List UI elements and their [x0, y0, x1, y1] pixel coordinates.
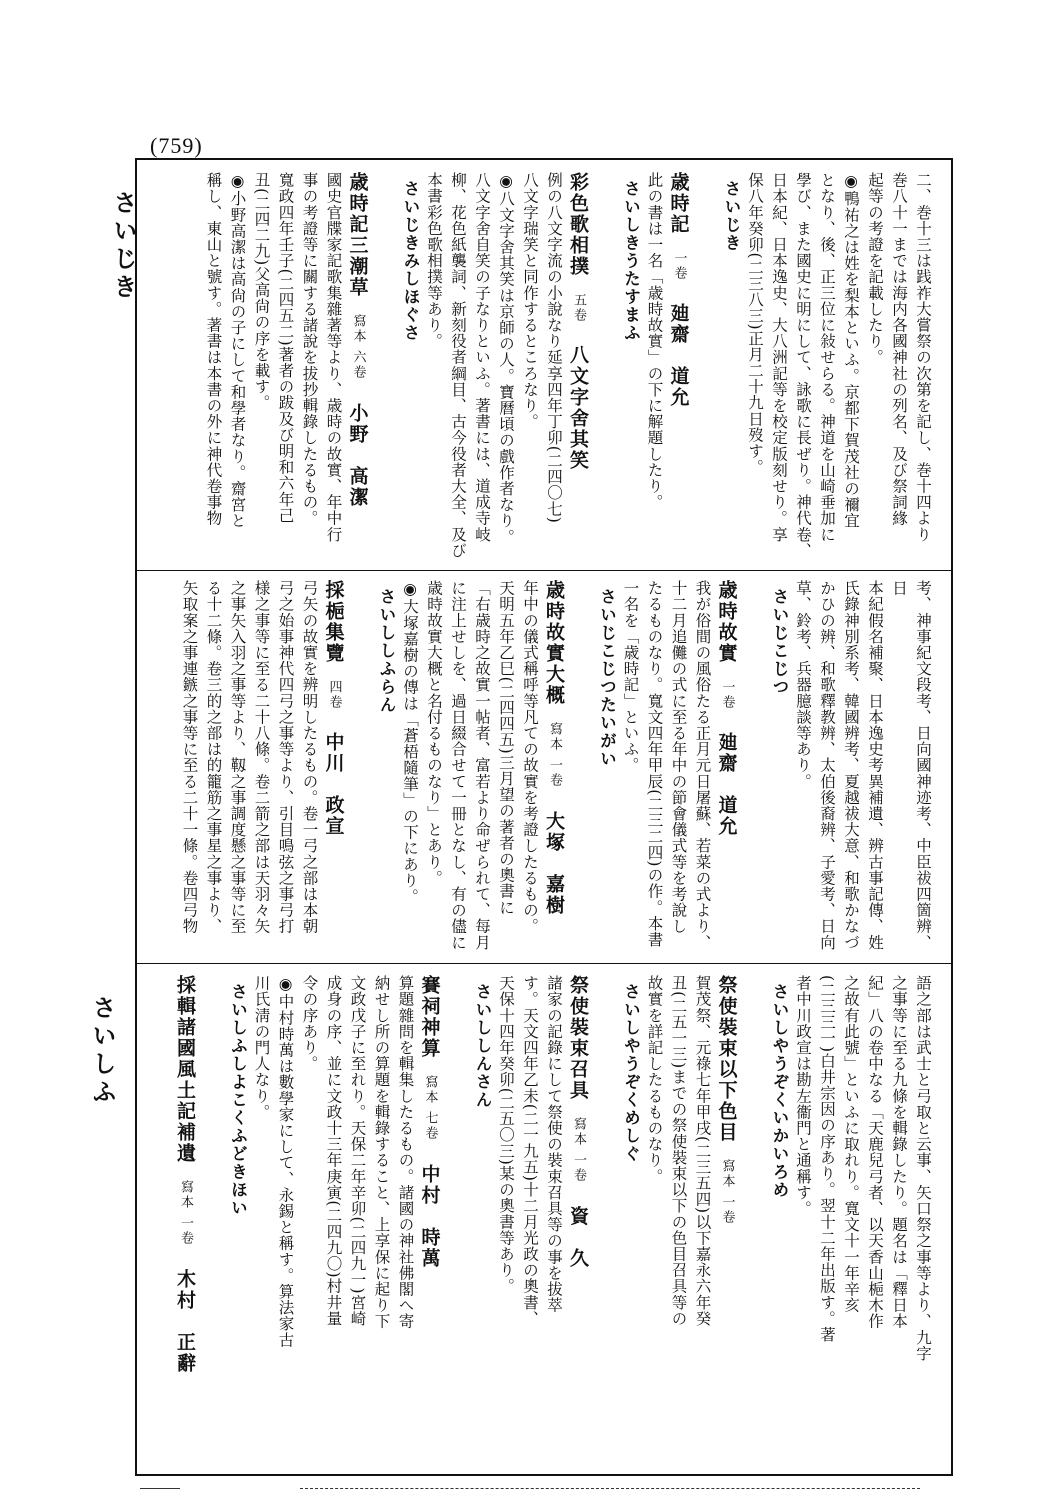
- body-line: 納せし所の算題を輯錄すること、上享保に起り下: [372, 975, 391, 1330]
- body-line: 丑(二四二九)父高尙の序を載す。: [252, 172, 271, 411]
- body-line: 事の考證等に關する諸說を拔抄輯錄したるもの。: [300, 172, 319, 527]
- text-band-top: [155, 172, 935, 562]
- body-line: 此の書は一名「歳時故實」の下に解題したり。: [645, 172, 664, 511]
- text-band-bottom: [155, 975, 935, 1465]
- entry-author: 八文字舍其笑: [567, 345, 589, 472]
- entry-volume: 五卷: [571, 292, 586, 323]
- body-line: 天保十四年癸卯(二五〇三)某の奧書等あり。: [497, 975, 515, 1295]
- body-line: 之故有此號」といふに取れり。寬文十一年辛亥: [842, 975, 860, 1314]
- entry-title: [667, 172, 720, 562]
- body-line: 二、巻十三は践祚大嘗祭の次第を記し、巻十四より: [914, 172, 932, 543]
- body-line: ◉小野高潔は高尙の子にして和學者なり。齋宮と: [228, 172, 247, 529]
- entry-title: [566, 172, 619, 562]
- body-line: 丑(二五一三)までの祭使裝束以下の色目召具等の: [669, 975, 688, 1327]
- entry-title-text: 歳時故實: [715, 580, 738, 664]
- body-line: 例の八文字流の小說なり延享四年丁卯(二四〇七): [545, 172, 563, 524]
- entry-reading: さいしやうぞくめしぐ: [621, 983, 641, 1163]
- body-line: 柳、花色紙襲詞、新刻役者綱目、古今役者大全、及び: [449, 172, 467, 559]
- entry-title-text: 歳時故實大概: [543, 580, 565, 706]
- body-line: に注上せしを、過日綴合せて一冊となし、有の儘に: [449, 580, 467, 951]
- entry-author: 中村 時萬: [418, 1163, 441, 1269]
- body-line: 天明五年乙巳(二四四五)三月望の著者の奧書に: [497, 580, 515, 916]
- entry-volume: 一卷: [719, 679, 735, 710]
- body-line: 矢取案之事連鏃之事等に至る二十一條。卷四弓物: [180, 580, 199, 935]
- entry-title-text: 彩色歌相撲: [567, 172, 589, 277]
- entry-title: [173, 975, 226, 1465]
- body-line: 本紀假名補聚、日本逸史考異補遺、辨古事記傳、姓: [866, 580, 884, 951]
- entry-title-text: 採梔集覽: [322, 580, 345, 664]
- body-line: 成身の序、並に文政十三年庚寅(二四九〇)村井量: [324, 975, 343, 1327]
- footer-rule: [300, 1488, 920, 1489]
- entry-author: 木村 正辭: [174, 1268, 196, 1374]
- body-line: 「右歳時之故實一帖者、富若より命ぜられて、每月: [473, 580, 491, 951]
- body-line: 考、神事紀文段考、日向國神迹考、中臣祓四箇辨、日: [890, 580, 932, 951]
- body-line: 諸家の記錄にして祭使の裝束召具等の事を拔萃: [545, 975, 563, 1314]
- entry-title-text: 賽祠神算: [418, 975, 441, 1059]
- entry-reading: さいしやうぞくいかいろめ: [770, 983, 789, 1199]
- body-line: 年中の儀式稱呼等凡ての故實を考證したるもの。: [521, 580, 539, 935]
- body-line: 保八年癸卯(二三八三)正月二十九日歿す。: [746, 172, 764, 476]
- body-line: 我が俗間の風俗たる正月元日屠蘇、若菜の式より、: [693, 580, 712, 951]
- entry-author: 資 久: [567, 1205, 589, 1269]
- entry-volume: 寫本 一卷: [547, 721, 562, 788]
- body-line: 稱し、東山と號す。著書は本書の外に神代卷事物: [204, 172, 223, 527]
- page-number: (759): [150, 133, 203, 158]
- entry-reading: さいししんさん: [473, 983, 492, 1109]
- entry-title: [542, 580, 595, 955]
- body-line: 歳時故實大概と名付るものなり」とあり。: [425, 580, 443, 886]
- entry-reading: さいじこじつ: [770, 588, 789, 696]
- body-line: 國史官牒家記歌集雜著等より、歳時の故實、年中行: [324, 172, 343, 543]
- band-divider-upper: [135, 570, 953, 571]
- body-line: 者中川政宣は勘左衞門と通稱す。: [794, 975, 812, 1217]
- entry-title: [322, 580, 375, 955]
- entry-volume: 一卷: [671, 250, 687, 281]
- body-line: 本書彩色歌相撲等あり。: [425, 172, 443, 350]
- entry-author: 小野 高潔: [346, 402, 369, 508]
- entry-volume: 寫本 一卷: [571, 1116, 586, 1183]
- entry-author: 中川 政宣: [322, 732, 345, 838]
- body-line: 文政戊子に至れり。天保二年辛卯(二四九一)宮崎: [348, 975, 367, 1327]
- entry-title: [715, 975, 768, 1465]
- body-line: 之事矢入羽之事等より、靱之事調度懸之事等に至: [228, 580, 247, 935]
- entry-reading: さいしふしよこくふどきほい: [228, 983, 248, 1217]
- entry-volume: 寫本 七卷: [422, 1074, 438, 1141]
- entry-title: [418, 975, 471, 1465]
- body-line: かひの辨、和歌釋教辨、太伯後裔辨、子愛考、日向: [818, 580, 836, 951]
- entry-author: 廸齋 道允: [667, 303, 690, 409]
- body-line: 十二月追儺の式に至る年中の節會儀式等を考說し: [669, 580, 688, 935]
- entry-title-text: 祭使裝束以下色目: [715, 975, 738, 1143]
- body-line: 紀」八の卷中なる「天鹿兒弓者、以天香山梔木作: [866, 975, 884, 1330]
- entry-title-text: 歳時記三潮草: [346, 172, 369, 298]
- side-label-upper: さいじき: [109, 190, 138, 302]
- body-line: 巻八十一までは海内各國神社の列名、及び祭詞緣: [890, 172, 908, 527]
- body-line: 弓之始事神代四弓之事等より、引目鳴弦之事弓打: [276, 580, 295, 935]
- body-line: 川氏淸の門人なり。: [252, 975, 271, 1120]
- body-line: 學び、また國史に明にして、詠歌に長ぜり。神代卷、: [794, 172, 812, 559]
- body-line: 故實を詳記したるものなり。: [645, 975, 664, 1185]
- entry-volume: 四卷: [326, 679, 342, 710]
- body-line: 弓矢の故實を辨明したるもの。卷一弓之部は本朝: [300, 580, 319, 935]
- body-line: 草、鈴考、兵器臆談等あり。: [794, 580, 812, 790]
- side-label-lower: さいしふ: [88, 995, 117, 1107]
- body-line: る十二條。卷三的之部は的籠筋之事星之事より、: [204, 580, 223, 935]
- body-line: 八文字舍自笑の子なりといふ。著書には、道成寺岐: [473, 172, 491, 543]
- body-line: す。天文四年乙未(二一九五)十二月光政の奧書、: [521, 975, 539, 1327]
- body-line: (二三三一)白井宗因の序あり。翌十二年出版す。著: [818, 975, 836, 1343]
- body-line: 算題雜問を輯集したるもの。諸國の神社佛閣へ寄: [396, 975, 415, 1330]
- entry-title: [715, 580, 768, 955]
- body-line: 令の序あり。: [300, 975, 319, 1072]
- entry-reading: さいじきみしほぐさ: [401, 180, 420, 342]
- entry-title-text: 採輯諸國風土記補遺: [174, 975, 196, 1164]
- body-line: 寬政四年壬子(二四五二)著者の跋及び明和六年己: [276, 172, 295, 524]
- entry-title: [566, 975, 619, 1465]
- body-line: ◉大塚嘉樹の傳は「蒼梧隨筆」の下にあり。: [401, 580, 419, 905]
- entry-title: [346, 172, 399, 562]
- entry-author: 廸齋 道允: [715, 732, 738, 838]
- body-line: となり、後、正三位に敍せらる。神道を山崎垂加に: [818, 172, 836, 543]
- text-band-middle: [155, 580, 935, 955]
- body-line: 一名を「歳時記」といふ。: [621, 580, 640, 774]
- entry-reading: さいしきうたすまふ: [621, 180, 641, 342]
- footer-rule: [140, 1488, 180, 1489]
- entry-title-text: 歳時記: [667, 172, 690, 235]
- body-line: たるものなり。寬文四年甲辰(二三二四)の作。本書: [645, 580, 664, 948]
- band-divider-lower: [135, 963, 953, 964]
- body-line: 起等の考證を記載したり。: [866, 172, 884, 366]
- body-line: ◉八文字舍其笑は京師の人。寶曆頃の戲作者なり。: [497, 172, 515, 545]
- body-line: 日本紀、日本逸史、大八洲記等を校定版刻せり。享: [770, 172, 788, 543]
- body-line: 氏錄神別系考、韓國辨考、夏越祓大意、和歌かなづ: [842, 580, 860, 951]
- body-line: 八文字瑞笑と同作するところなり。: [521, 172, 539, 430]
- body-line: 語之部は武士と弓取と云事、矢口祭之事等より、九字: [914, 975, 932, 1362]
- body-line: 賀茂祭、元祿七年甲戌(二三五四)以下嘉永六年癸: [693, 975, 712, 1327]
- entry-volume: 寫本 一卷: [178, 1179, 193, 1246]
- body-line: ◉鴨祐之は姓を梨本といふ。京都下賀茂社の禰宜: [842, 172, 860, 529]
- entry-volume: 寫本 六卷: [350, 313, 366, 380]
- entry-author: 大塚 嘉樹: [543, 810, 565, 916]
- entry-reading: さいししふらん: [377, 588, 396, 714]
- body-line: 之事等に至る九條を輯錄したり。題名は「釋日本: [890, 975, 908, 1330]
- body-line: ◉中村時萬は數學家にして、永錫と稱す。算法家古: [276, 975, 295, 1348]
- body-line: 様之事等に至る二十八條。卷二箭之部は天羽々矢: [252, 580, 271, 935]
- entry-volume: 寫本 一卷: [719, 1158, 735, 1225]
- entry-reading: さいじこじつたいがい: [597, 588, 617, 768]
- entry-title-text: 祭使裝束召具: [567, 975, 589, 1101]
- entry-reading: さいじき: [722, 180, 741, 252]
